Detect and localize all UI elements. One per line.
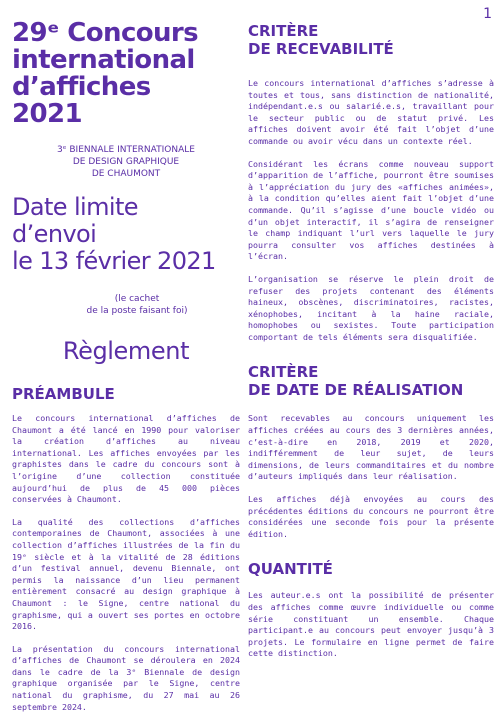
main-title-line: d’affiches <box>12 72 151 102</box>
deadline-line: d’envoi <box>12 220 97 248</box>
realisation-heading <box>248 363 494 399</box>
realisation-heading-line: DE DATE DE RÉALISATION <box>248 381 464 400</box>
main-title <box>12 20 240 128</box>
realisation-paragraph: Les affiches déjà envoyées au cours des précédentes éditions du concours ne pourront être considérées une seconde fois pour la présente édition. <box>248 494 494 539</box>
main-title-line: 2021 <box>12 99 82 129</box>
biennale-line: 3ᵉ BIENNALE INTERNATIONALE <box>57 145 195 155</box>
recevabilite-heading-line: DE RECEVABILITÉ <box>248 40 394 58</box>
quantite-paragraph: Les auteur.e.s ont la possibilité de présenter des affiches comme œuvre individuelle ou comme série constituant un ensemble. Chaque participant.e au concours peut envoyer jusqu’à 3 projets. Le formulaire en ligne permet de faire cette distinction. <box>248 590 494 659</box>
recevabilite-heading <box>248 22 494 58</box>
deadline-line: le 13 février 2021 <box>12 247 216 275</box>
page-number: 1 <box>483 6 492 22</box>
postmark-note <box>34 293 240 317</box>
main-title-line: international <box>12 45 195 75</box>
preambule-paragraph: La qualité des collections d’affiches contemporaines de Chaumont, associées à une collection d’affiches illustrées de la fin du 19ᵉ siècle et à la vitalité de 28 éditions d’un festival annuel, devenu Biennale, ont permis la naissance d’un lieu permanent entièrement consacré au design graphique à Chaumont : le Signe, centre national du graphisme, qui a ouvert ses portes en octobre 2016. <box>12 516 240 632</box>
biennale-line: DE DESIGN GRAPHIQUE <box>72 157 180 167</box>
biennale-subtitle <box>12 144 240 180</box>
realisation-heading-line: CRITÈRE <box>248 363 319 382</box>
recevabilite-heading-line: CRITÈRE <box>248 22 319 40</box>
recevabilite-paragraph: Le concours international d’affiches s’adresse à toutes et tous, sans distinction de nationalité, indépendant.e.s ou salarié.e.s, travaillant pour le secteur public ou de statut privé. Les affiches doivent avoir été fait l’objet d’une commande ou avoir vécu dans un contexte réel. <box>248 78 494 146</box>
deadline-heading <box>12 194 240 275</box>
postmark-line: de la poste faisant foi) <box>86 306 188 316</box>
left-column <box>12 20 240 713</box>
biennale-line: DE CHAUMONT <box>91 169 161 179</box>
realisation-paragraph: Sont recevables au concours uniquement les affiches créées au cours des 3 dernières années, c’est-à-dire en 2018, 2019 et 2020, indifféremment de leur sujet, de leurs dimensions, de leurs commanditaires et du nombre d’auteurs impliqués dans leur réalisation. <box>248 413 494 482</box>
main-title-line: 29ᵉ Concours <box>12 18 199 48</box>
deadline-line: Date limite <box>12 193 138 221</box>
recevabilite-paragraph: Considérant les écrans comme nouveau support d’apparition de l’affiche, pourront être soumises à l’appréciation du jury des «affiches animées», à la condition qu’elles aient fait l’objet d’une commande. Qu’il s’agisse d’une boucle vidéo ou d’un objet interactif, il s’agira de renseigner le champ indiquant l’url vers laquelle le jury pourra consulter vos affiches destinées à l’écran. <box>248 158 494 262</box>
preambule-paragraph: La présentation du concours international d’affiches de Chaumont se déroulera en 2024 dans le cadre de la 3ᵉ Biennale de design graphique organisée par le Signe, centre national du graphisme, du 27 mai au 26 septembre 2024. <box>12 643 240 712</box>
preambule-heading: PRÉAMBULE <box>12 385 115 403</box>
postmark-line: (le cachet <box>114 294 160 304</box>
reglement-title: Règlement <box>62 337 190 365</box>
recevabilite-paragraph: L’organisation se réserve le plein droit de refuser des projets contenant des éléments haineux, obscènes, discriminatoires, racistes, xénophobes, incitant à la haine raciale, homophobes ou sexistes. Toute participation comportant de tels éléments sera disqualifiée. <box>248 273 494 342</box>
preambule-paragraph: Le concours international d’affiches de Chaumont a été lancé en 1990 pour valoriser la création d’affiches au niveau international. Les affiches envoyées par les graphistes dans le cadre du concours sont à l’origine d’une collection constituée aujourd’hui de plus de 45 000 pièces conservées à Chaumont. <box>12 413 240 505</box>
quantite-heading: QUANTITÉ <box>248 560 333 579</box>
right-column <box>248 22 494 660</box>
